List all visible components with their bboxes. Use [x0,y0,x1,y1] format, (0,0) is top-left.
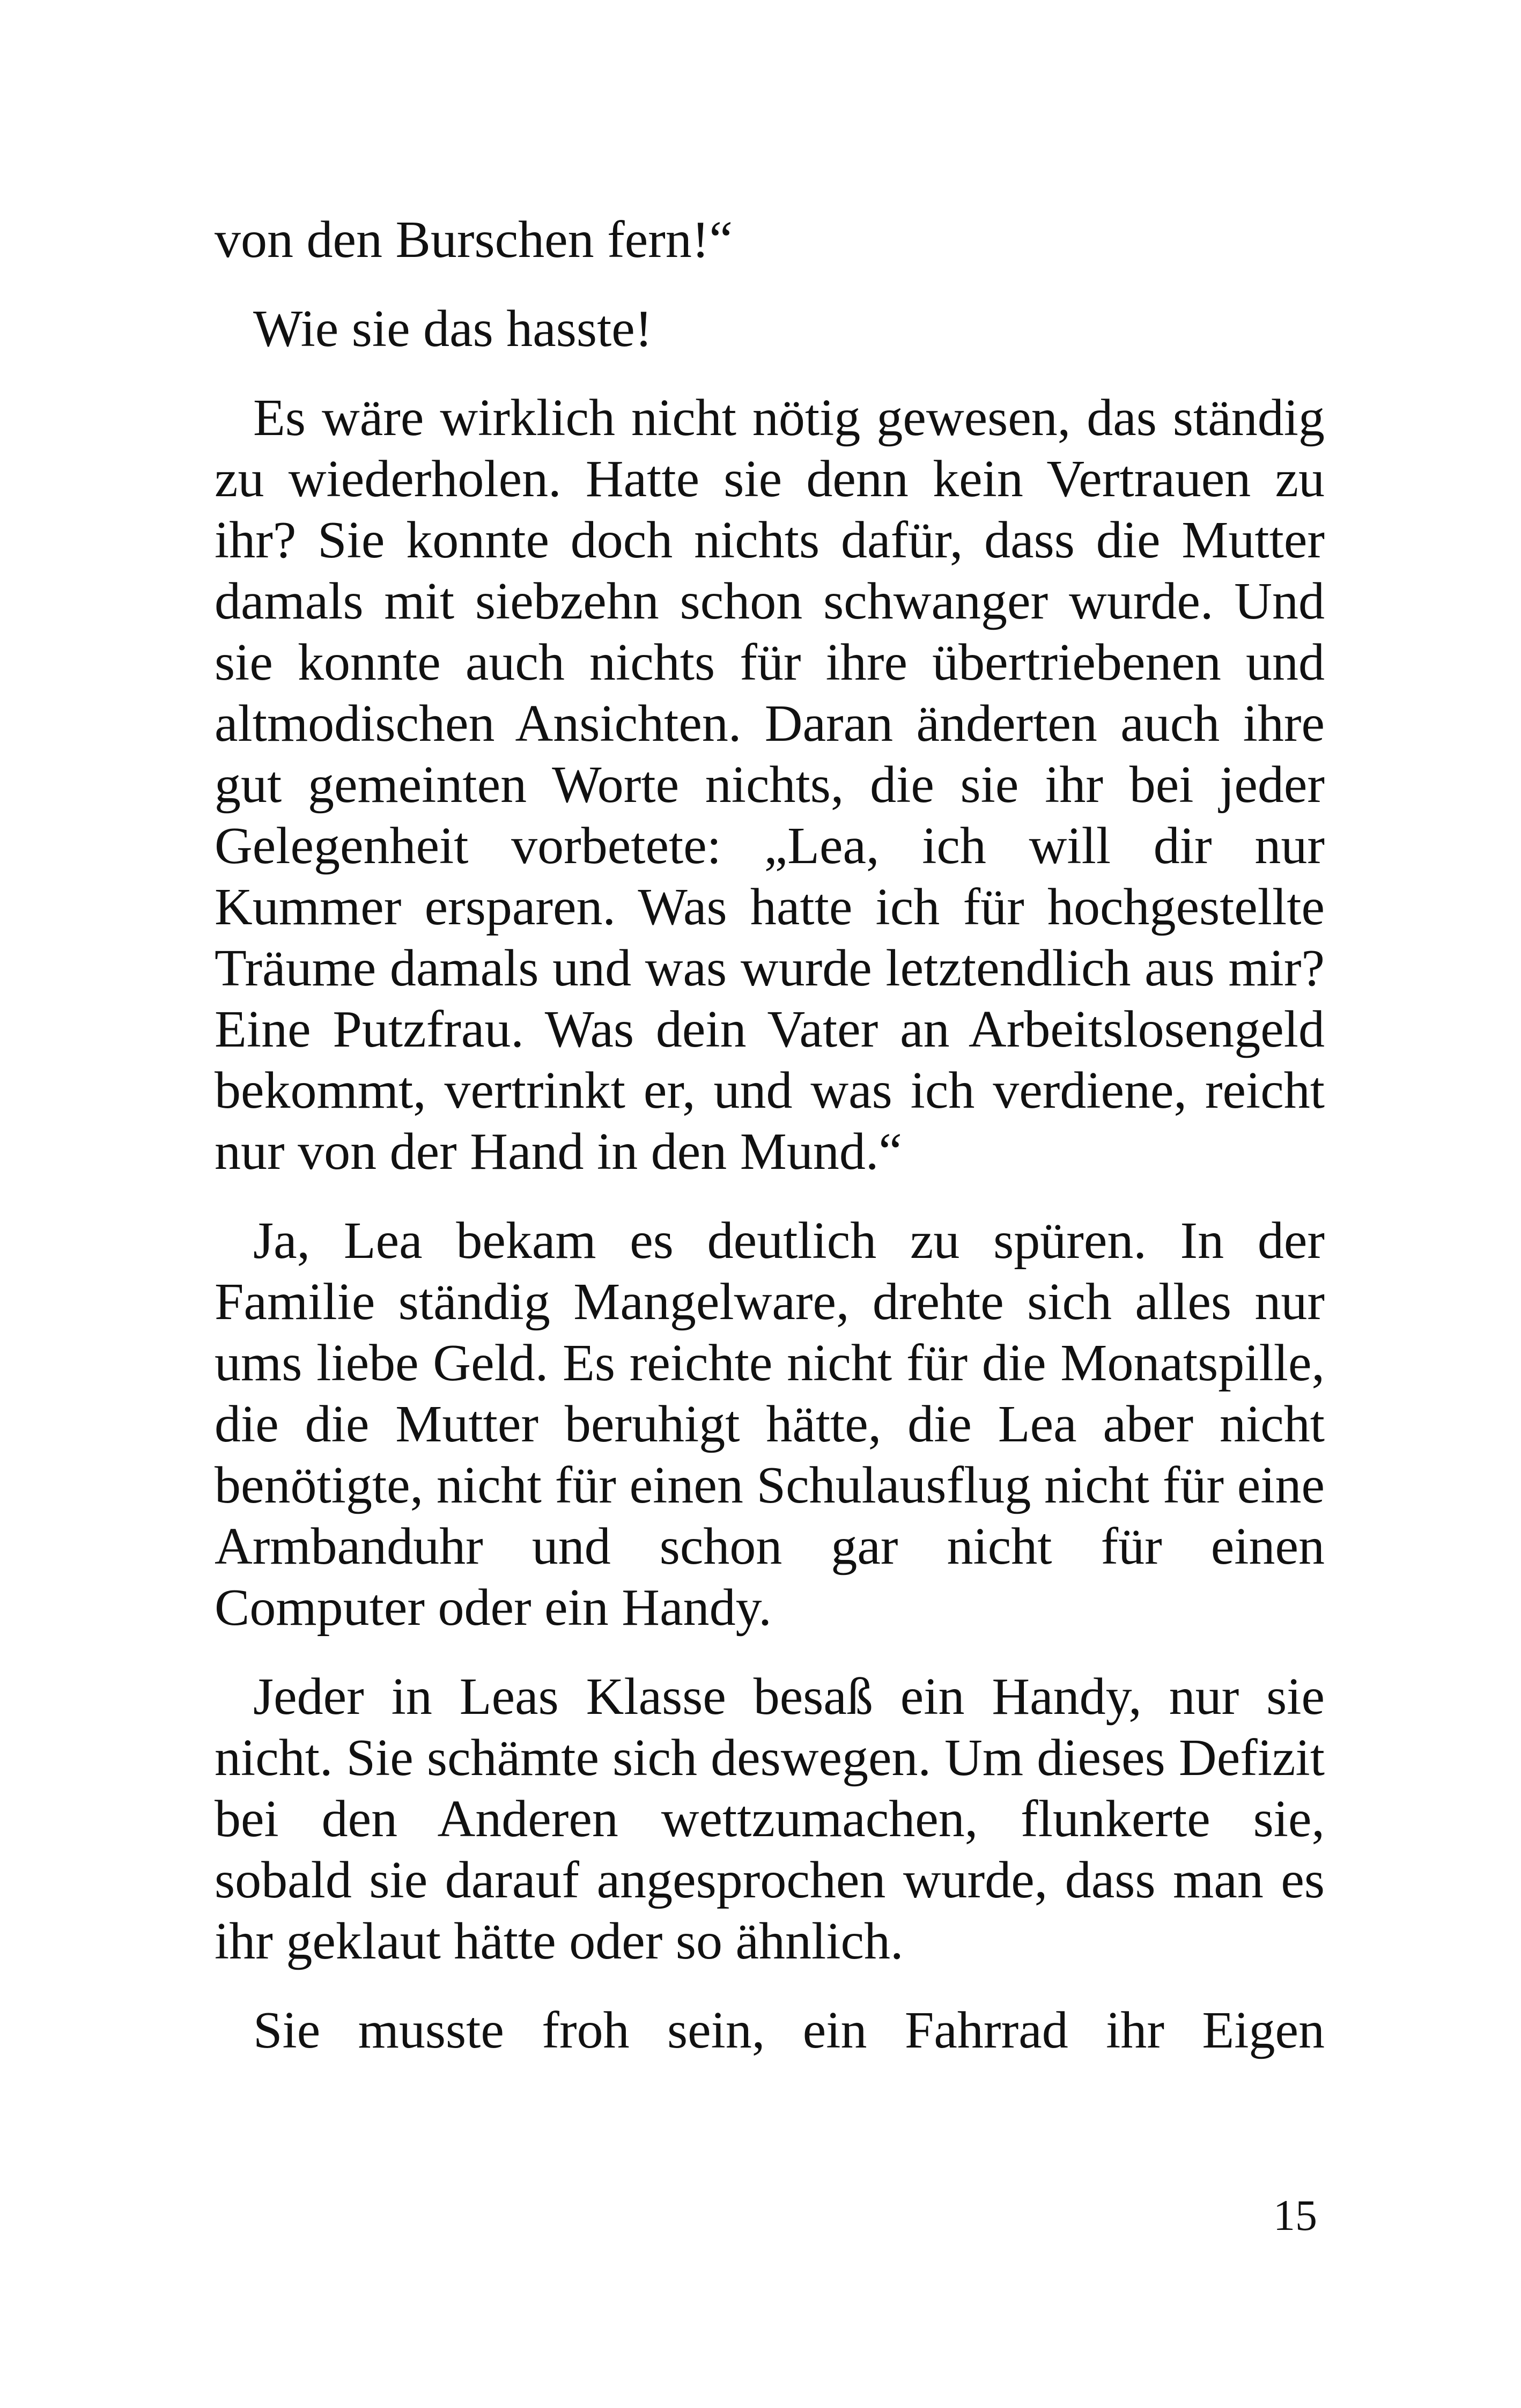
body-text [215,209,1325,2089]
paragraph: Ja, Lea bekam es deutlich zu spüren. In der Familie ständig Mangelware, drehte sich alles nur ums liebe Geld. Es reichte nicht für die Monatspille, die die Mutter beruhigt hätte, die Lea aber nicht benötigte, nicht für einen Schulausflug nicht für eine Armbanduhr und schon gar nicht für einen Computer oder ein Handy. [215,1212,1325,1637]
paragraph: Sie musste froh sein, ein Fahrrad ihr Eigen [253,2001,1325,2059]
paragraph: Jeder in Leas Klasse besaß ein Handy, nur sie nicht. Sie schämte sich deswegen. Um dieses Defizit bei den Anderen wettzumachen, flunkerte sie, sobald sie darauf angesprochen wurde, dass man es ihr geklaut hätte oder so ähnlich. [215,1668,1325,1970]
paragraph-continuation: von den Burschen fern!“ [215,211,733,269]
paragraph: Wie sie das hasste! [253,300,653,358]
paragraph: Es wäre wirklich nicht nötig gewesen, das ständig zu wiederholen. Hatte sie denn kein Vertrauen zu ihr? Sie konnte doch nichts dafür, dass die Mutter damals mit siebzehn schon schwanger wurde. Und sie konnte auch nichts für ihre übertriebenen und altmodischen Ansichten. Daran änderten auch ihre gut gemeinten Worte nichts, die sie ihr bei jeder Gelegenheit vorbetete: „Lea, ich will dir nur Kummer ersparen. Was hatte ich für hochgestellte Träume damals und was wurde letztendlich aus mir? Eine Putzfrau. Was dein Vater an Arbeitslosengeld bekommt, vertrinkt er, und was ich verdiene, reicht nur von der Hand in den Mund.“ [215,389,1325,1181]
page-number: 15 [1273,2191,1317,2240]
